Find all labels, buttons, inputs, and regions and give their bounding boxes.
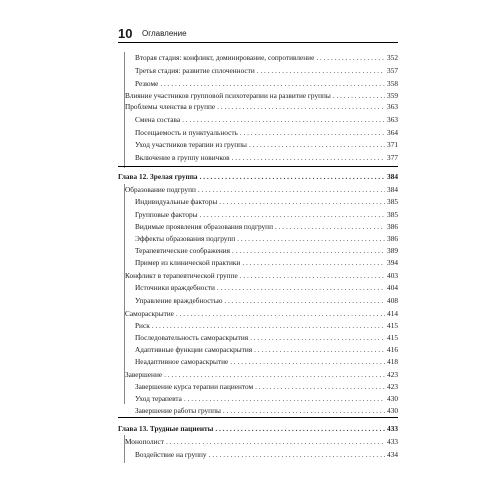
dot-leader xyxy=(333,91,385,100)
dot-leader xyxy=(184,394,385,403)
toc-entry-page: 423 xyxy=(387,370,398,379)
dot-leader xyxy=(200,210,386,219)
toc-entry-page: 416 xyxy=(387,345,398,354)
toc-entry-title: Включение в группу новичков xyxy=(135,153,230,162)
toc-entry-page: 403 xyxy=(387,271,398,280)
toc-entry[interactable] xyxy=(125,185,398,194)
toc-entry-page: 359 xyxy=(387,91,398,100)
toc-entry-title: Посещаемость и пунктуальность xyxy=(135,128,238,137)
chapter-separator xyxy=(118,166,398,167)
toc-entry-page: 363 xyxy=(387,102,398,111)
toc-entry-title: Образование подгрупп xyxy=(125,185,196,194)
toc-entry-title: Индивидуальные факторы xyxy=(135,197,218,206)
dot-leader xyxy=(230,357,385,366)
toc-entry[interactable] xyxy=(135,140,398,149)
toc-entry[interactable] xyxy=(135,234,398,243)
toc-entry-title: Воздействие на группу xyxy=(135,450,207,459)
toc-entry-title: Резюме xyxy=(135,79,159,88)
toc-entry-page: 385 xyxy=(387,197,398,206)
dot-leader xyxy=(224,296,385,305)
toc-entry[interactable] xyxy=(135,382,398,391)
toc-entry[interactable] xyxy=(135,321,398,330)
dot-leader xyxy=(182,115,385,124)
dot-leader xyxy=(152,321,385,330)
dot-leader xyxy=(249,140,385,149)
dot-leader xyxy=(232,246,385,255)
dot-leader xyxy=(160,79,385,88)
chapter-page: 433 xyxy=(387,424,398,433)
dot-leader xyxy=(240,271,385,280)
toc-entry-title: Неадаптивное самораскрытие xyxy=(135,357,229,366)
dot-leader xyxy=(250,333,385,342)
chapter-heading[interactable] xyxy=(118,424,398,433)
toc-entry[interactable] xyxy=(135,128,398,137)
page-header xyxy=(118,28,398,42)
toc-entry-page: 415 xyxy=(387,333,398,342)
toc-entry-title: Конфликт в терапевтической группе xyxy=(125,271,238,280)
toc-entry-title: Самораскрытие xyxy=(125,309,174,318)
toc-entry-page: 386 xyxy=(387,222,398,231)
chapter-page: 384 xyxy=(387,172,398,181)
toc-entry-title: Влияние участников групповой психотерапии на развитие группы xyxy=(125,91,331,100)
dot-leader xyxy=(176,309,385,318)
toc-entry-page: 357 xyxy=(387,66,398,75)
toc-entry-page: 430 xyxy=(387,406,398,415)
toc-entry[interactable] xyxy=(135,197,398,206)
toc-entry-title: Завершение работы группы xyxy=(135,406,221,415)
page-number: 10 xyxy=(118,26,133,41)
toc-entry[interactable] xyxy=(135,357,398,366)
toc-entry[interactable] xyxy=(135,115,398,124)
toc-entry-title: Третья стадия: развитие сплоченности xyxy=(135,66,255,75)
toc-entry-page: 385 xyxy=(387,210,398,219)
toc-entry[interactable] xyxy=(125,370,398,379)
dot-leader xyxy=(166,437,385,446)
toc-entry-page: 423 xyxy=(387,382,398,391)
toc-entry-page: 394 xyxy=(387,258,398,267)
toc-entry-page: 408 xyxy=(387,296,398,305)
dot-leader xyxy=(254,345,385,354)
toc-entry-title: Эффекты образования подгрупп xyxy=(135,234,236,243)
toc-entry-title: Адаптивные функции самораскрытия xyxy=(135,345,253,354)
toc-entry-title: Уход участников терапии из группы xyxy=(135,140,247,149)
toc-entry[interactable] xyxy=(125,102,398,111)
dot-leader xyxy=(257,66,385,75)
toc-entry-title: Терапевтические соображения xyxy=(135,246,231,255)
toc-entry[interactable] xyxy=(135,222,398,231)
toc-entry-page: 389 xyxy=(387,246,398,255)
toc-entry-title: Пример из клинической практики xyxy=(135,258,241,267)
toc-entry-page: 358 xyxy=(387,79,398,88)
toc-entry[interactable] xyxy=(135,246,398,255)
dot-leader xyxy=(198,185,385,194)
running-title: Оглавление xyxy=(142,29,187,38)
toc-entry-title: Источники враждебности xyxy=(135,283,215,292)
dot-leader xyxy=(217,283,385,292)
toc-entry[interactable] xyxy=(135,345,398,354)
dot-leader xyxy=(316,53,385,62)
toc-entry[interactable] xyxy=(125,309,398,318)
toc-entry[interactable] xyxy=(135,394,398,403)
dot-leader xyxy=(275,222,385,231)
toc-entry-page: 434 xyxy=(387,450,398,459)
toc-entry[interactable] xyxy=(135,296,398,305)
toc-entry-title: Завершение курса терапии пациентом xyxy=(135,382,254,391)
toc-entry-title: Групповые факторы xyxy=(135,210,198,219)
toc-entry-title: Управление враждебностью xyxy=(135,296,223,305)
toc-entry[interactable] xyxy=(135,79,398,88)
dot-leader xyxy=(242,258,385,267)
toc-entry-page: 363 xyxy=(387,115,398,124)
dot-leader xyxy=(164,370,385,379)
dot-leader xyxy=(255,382,385,391)
dot-leader xyxy=(217,102,385,111)
dot-leader xyxy=(200,172,385,181)
dot-leader xyxy=(240,128,385,137)
toc-entry[interactable] xyxy=(135,66,398,75)
toc-entry-page: 352 xyxy=(387,53,398,62)
toc-entry-title: Уход терапевта xyxy=(135,394,182,403)
toc-entry-title: Смена состава xyxy=(135,115,181,124)
toc-entry-title: Вторая стадия: конфликт, доминирование, сопротивление xyxy=(135,53,315,62)
toc-entry[interactable] xyxy=(125,91,398,100)
toc-entry[interactable] xyxy=(135,283,398,292)
toc-entry-title: Завершение xyxy=(125,370,163,379)
toc-entry-page: 364 xyxy=(387,128,398,137)
toc-entry-title: Монополист xyxy=(125,437,164,446)
toc-entry-page: 414 xyxy=(387,309,398,318)
toc-entry-page: 371 xyxy=(387,140,398,149)
toc-entry-page: 404 xyxy=(387,283,398,292)
toc-entry-page: 430 xyxy=(387,394,398,403)
toc-entry[interactable] xyxy=(135,333,398,342)
toc-entry-title: Последовательность самораскрытия xyxy=(135,333,249,342)
toc-entry[interactable] xyxy=(135,53,398,62)
toc-entry[interactable] xyxy=(135,210,398,219)
toc-entry[interactable] xyxy=(135,153,398,162)
chapter-heading[interactable] xyxy=(118,172,398,181)
toc-entry-page: 377 xyxy=(387,153,398,162)
toc-entry[interactable] xyxy=(135,258,398,267)
dot-leader xyxy=(215,424,385,433)
toc-entry-page: 386 xyxy=(387,234,398,243)
chapter-title: Глава 13. Трудные пациенты xyxy=(118,424,214,433)
header-rule xyxy=(118,42,398,43)
dot-leader xyxy=(219,197,385,206)
toc-entry[interactable] xyxy=(135,450,398,459)
chapter-separator xyxy=(118,417,398,418)
toc-entry-page: 433 xyxy=(387,437,398,446)
toc-entry[interactable] xyxy=(135,406,398,415)
toc-entry[interactable] xyxy=(125,437,398,446)
toc-entry[interactable] xyxy=(125,271,398,280)
dot-leader xyxy=(209,450,385,459)
dot-leader xyxy=(223,406,385,415)
dot-leader xyxy=(232,153,385,162)
toc-entry-title: Риск xyxy=(135,321,150,330)
toc-entry-page: 418 xyxy=(387,357,398,366)
toc-entry-title: Видимые проявления образования подгрупп xyxy=(135,222,273,231)
chapter-title: Глава 12. Зрелая группа xyxy=(118,172,198,181)
toc-entry-page: 415 xyxy=(387,321,398,330)
toc-entry-page: 384 xyxy=(387,185,398,194)
dot-leader xyxy=(237,234,385,243)
toc-entry-title: Проблемы членства в группе xyxy=(125,102,216,111)
